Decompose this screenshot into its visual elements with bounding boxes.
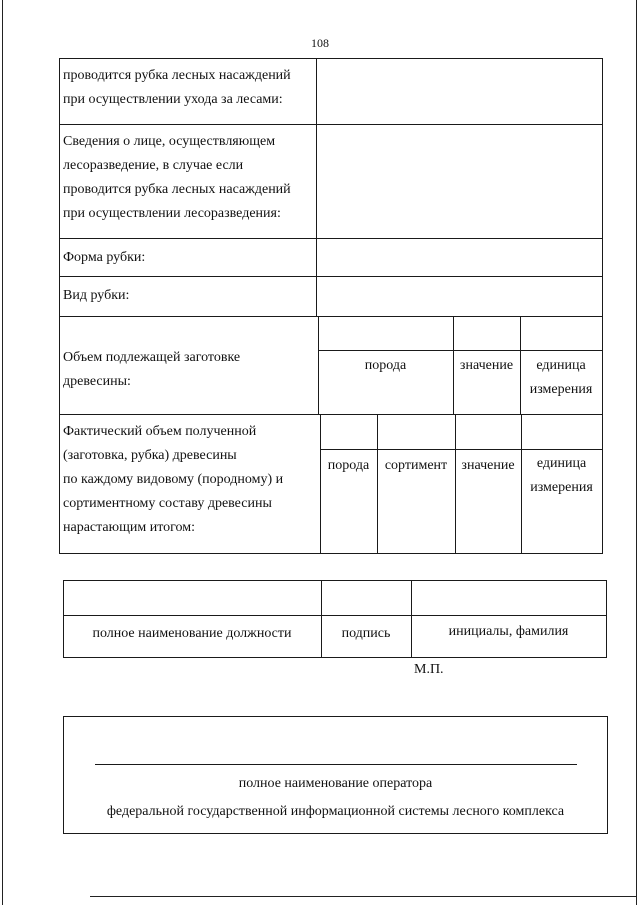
- main-table-divider: [316, 58, 317, 316]
- page-number: 108: [311, 36, 329, 50]
- main-table-border-top: [59, 58, 603, 59]
- main-table-border-left: [59, 58, 60, 554]
- volume-col-species: порода: [364, 358, 407, 373]
- page-border-bottom: [90, 896, 636, 897]
- actual-col-value: значение: [461, 458, 515, 473]
- signature-table-col-2: [411, 580, 412, 658]
- operator-caption-line2: федеральной государственной информационной системы лесного комплекса: [106, 804, 565, 819]
- signature-table-divider: [63, 615, 607, 616]
- signature-table-border-top: [63, 580, 607, 581]
- page-border-right: [636, 0, 637, 905]
- row-actual-label: Фактический объем полученной (заготовка, рубка) древесины по каждому видовому (породному) и сортиментному составу древесины нарастающим итогом:: [63, 424, 284, 535]
- signature-position-label: полное наименование должности: [92, 626, 292, 641]
- operator-name-line: [95, 764, 577, 765]
- main-table-divider-bottom: [320, 414, 321, 554]
- operator-caption-line1: полное наименование оператора: [238, 776, 433, 791]
- actual-col-divider-2: [455, 414, 456, 553]
- signature-table-border-bottom: [63, 657, 607, 658]
- row-divider-1: [59, 124, 603, 125]
- row-divider-4: [59, 316, 603, 317]
- actual-col-assortment: сортимент: [384, 458, 448, 473]
- signature-table-border-right: [606, 580, 607, 658]
- row-volume-label: Объем подлежащей заготовке древесины:: [63, 350, 241, 389]
- actual-col-unit: единица измерения: [530, 456, 593, 495]
- volume-col-unit: единица измерения: [529, 358, 593, 397]
- signature-name-label: инициалы, фамилия: [448, 624, 569, 639]
- main-table-border-right: [602, 58, 603, 554]
- operator-box-border-top: [63, 716, 608, 717]
- main-table-border-bottom: [59, 553, 603, 554]
- volume-subheader-line: [318, 350, 603, 351]
- signature-table-col-1: [321, 580, 322, 658]
- signature-table-border-left: [63, 580, 64, 658]
- row-reforestation-label: Сведения о лице, осуществляющем лесоразведение, в случае если проводится рубка лесных насаждений при осуществлении лесоразведения:: [63, 134, 291, 221]
- row-divider-2: [59, 238, 603, 239]
- row-logging-care-label: проводится рубка лесных насаждений при осуществлении ухода за лесами:: [63, 68, 291, 107]
- page-border-left: [2, 0, 3, 905]
- actual-col-divider-1: [377, 414, 378, 553]
- row-form-label: Форма рубки:: [63, 250, 146, 265]
- actual-col-species: порода: [327, 458, 370, 473]
- row-divider-3: [59, 276, 603, 277]
- volume-col-value: значение: [459, 358, 514, 373]
- operator-box-border-bottom: [63, 833, 608, 834]
- stamp-place-label: М.П.: [414, 662, 444, 677]
- row-type-label: Вид рубки:: [63, 288, 130, 303]
- signature-sign-label: подпись: [341, 626, 391, 641]
- actual-subheader-line: [320, 449, 603, 450]
